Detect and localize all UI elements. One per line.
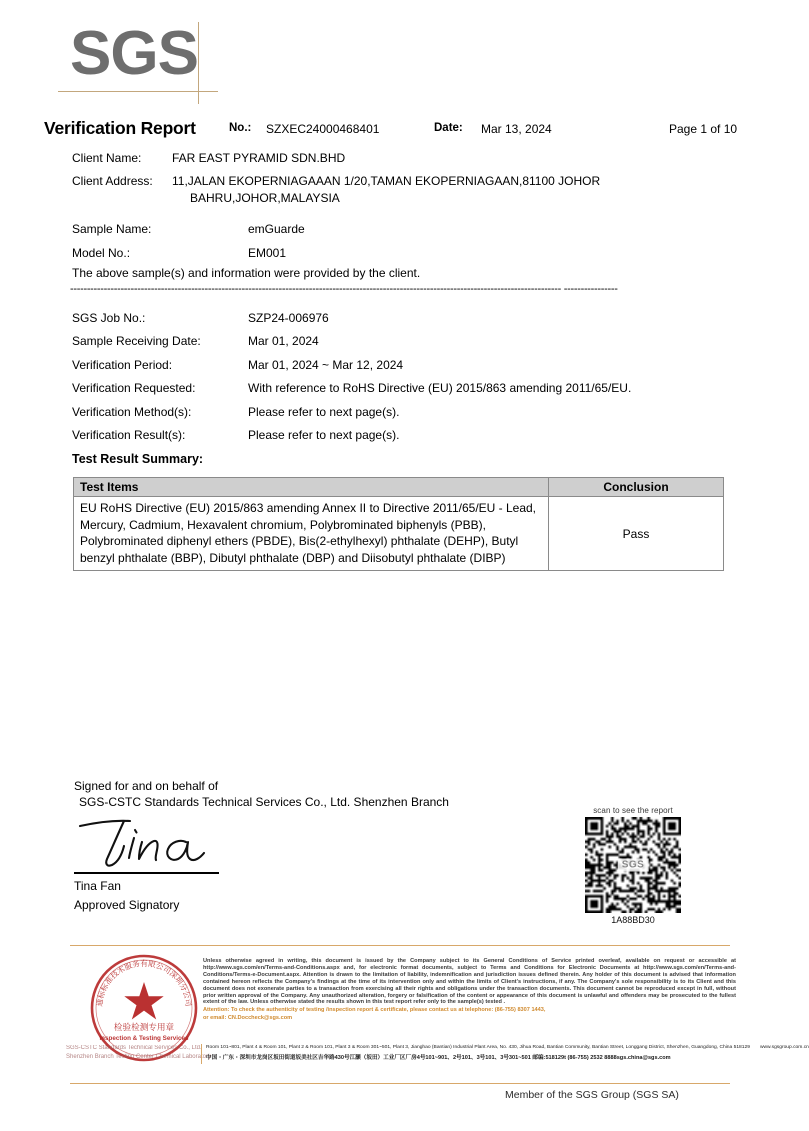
address-line-chinese bbox=[206, 1053, 741, 1064]
report-no-value: SZXEC24000468401 bbox=[266, 122, 380, 136]
report-header-row bbox=[44, 118, 756, 142]
job-row-label: Sample Receiving Date: bbox=[72, 334, 201, 348]
signed-on-behalf-line: Signed for and on behalf of bbox=[74, 779, 219, 793]
client-name-label: Client Name: bbox=[72, 151, 142, 165]
logo-wordmark: SGS bbox=[70, 19, 198, 88]
legal-disclaimer-block bbox=[203, 958, 736, 1022]
model-no-label: Model No.: bbox=[72, 246, 131, 260]
client-address-label: Client Address: bbox=[72, 174, 153, 188]
qr-center-logo: SGS bbox=[618, 859, 649, 872]
report-date-label: Date: bbox=[434, 122, 463, 134]
sample-name-value: emGuarde bbox=[248, 222, 305, 236]
sample-provided-note: The above sample(s) and information were provided by the client. bbox=[72, 266, 421, 280]
job-row-value: Please refer to next page(s). bbox=[248, 405, 400, 419]
client-address-line-2: BAHRU,JOHOR,MALAYSIA bbox=[190, 191, 340, 205]
job-row-value: With reference to RoHS Directive (EU) 2015/863 amending 2011/65/EU. bbox=[248, 381, 632, 395]
logo-horizontal-rule-icon bbox=[58, 91, 218, 92]
page-title: Verification Report bbox=[44, 118, 196, 138]
page-indicator: Page 1 of 10 bbox=[669, 122, 738, 136]
table-header-row bbox=[74, 478, 724, 497]
sgs-logo bbox=[70, 19, 330, 112]
signatory-name: Tina Fan bbox=[74, 879, 121, 893]
column-header-test-items: Test Items bbox=[74, 478, 549, 497]
job-row-value: Mar 01, 2024 bbox=[248, 334, 319, 348]
report-no-label: No.: bbox=[229, 122, 252, 134]
cell-test-items: EU RoHS Directive (EU) 2015/863 amending Annex II to Directive 2011/65/EU - Lead, Mercury, Cadmium, Hexavalent chromium, Polybrominated biphenyls (PBB), Polybrominated diphenyl ethers (PBDE), Bis(2-ethylhexyl) phthalate (DEHP), Butyl benzyl phthalate (BBP), Dibutyl phthalate (DBP) and Diisobutyl phthalate (DIBP) bbox=[74, 497, 549, 571]
job-row-value: SZP24-006976 bbox=[248, 311, 329, 325]
qr-caption: scan to see the report bbox=[593, 806, 673, 815]
job-row-value: Mar 01, 2024 ~ Mar 12, 2024 bbox=[248, 358, 404, 372]
svg-text:Inspection & Testing Services: Inspection & Testing Services bbox=[99, 1035, 189, 1042]
model-no-value: EM001 bbox=[248, 246, 287, 260]
cell-conclusion: Pass bbox=[549, 497, 724, 571]
test-result-summary-table bbox=[73, 477, 724, 571]
address-website: www.sgsgroup.com.cn bbox=[759, 1045, 809, 1050]
job-row-label: SGS Job No.: bbox=[72, 311, 146, 325]
handwritten-signature bbox=[74, 814, 274, 872]
qr-code-id: 1A88BD30 bbox=[611, 915, 655, 925]
summary-heading: Test Result Summary: bbox=[72, 452, 204, 466]
footer-bottom-rule bbox=[70, 1083, 730, 1084]
signatory-role: Approved Signatory bbox=[74, 898, 180, 912]
stamp-subtitle-line-1: SGS-CSTC Standards Technical Services Co., Ltd. bbox=[66, 1045, 202, 1051]
job-row-label: Verification Requested: bbox=[72, 381, 196, 395]
report-date-value: Mar 13, 2024 bbox=[481, 122, 552, 136]
address-email: sgs.china@sgs.com bbox=[616, 1054, 671, 1061]
table-row bbox=[74, 497, 724, 571]
office-address-block bbox=[201, 1044, 809, 1064]
address-telephone: t (86-755) 2532 8888 bbox=[564, 1054, 617, 1061]
qr-code-block bbox=[578, 806, 688, 925]
section-divider: -------------------------------------------------------------------------------------------------------------------------------------------------- ---------------- bbox=[70, 283, 618, 295]
column-header-conclusion: Conclusion bbox=[549, 478, 724, 497]
job-row-label: Verification Period: bbox=[72, 358, 173, 372]
legal-disclaimer-text: Unless otherwise agreed in writing, this document is issued by the Company subject to its General Conditions of Service printed overleaf, available on request or accessible at http://www.sgs.com/en/Terms-and-Conditions.aspx and, for electronic format documents, subject to Terms and Conditions for Electronic Documents at http://www.sgs.com/en/Terms-and-Conditions/Terms-e-Document.aspx. Attention is drawn to the limitation of liability, indemnification and jurisdiction issues defined therein. Any holder of this document is advised that information contained hereon reflects the Company's findings at the time of its intervention only and within the limits of Client's instructions, if any. The Company's sole responsibility is to its Client and this document does not exonerate parties to a transaction from exercising all their rights and obligations under the transaction documents. This document cannot be reproduced except in full, without prior written approval of the Company. Any unauthorized alteration, forgery or falsification of the content or appearance of this document is unlawful and offenders may be prosecuted to the fullest extent of the law. Unless otherwise stated the results shown in this test report refer only to the sample(s) tested . bbox=[203, 958, 736, 1006]
client-name-value: FAR EAST PYRAMID SDN.BHD bbox=[172, 151, 346, 165]
signature-rule bbox=[74, 872, 219, 874]
signature-block bbox=[74, 778, 524, 915]
address-english-text: Room 101~801, Plant 4 & Room 101, Plant 2 & Room 101, Plant 3 & Room 301~501, Plant 3, Jianghao (Bantian) Industrial Plant Area, No. 430, Jihua Road, Bantian Community, Bantian Street, Longgang District, Shenzhen, Guangdong, China 518129 bbox=[206, 1045, 750, 1050]
qr-code-image[interactable] bbox=[585, 817, 681, 913]
stamp-subtitle-line-2: Shenzhen Branch Testing Center Chemical Laboratory bbox=[66, 1054, 211, 1060]
sample-name-label: Sample Name: bbox=[72, 222, 152, 236]
address-line-english bbox=[206, 1044, 809, 1053]
signing-entity-line: SGS-CSTC Standards Technical Services Co., Ltd. Shenzhen Branch bbox=[79, 795, 449, 809]
address-chinese-text: 中国・广东・深圳市龙岗区坂田街道坂美社区吉华路430号江灏（坂田）工业厂区厂房4号101~901、2号101、3号101、3号301~501 邮编:518129 bbox=[206, 1054, 565, 1061]
job-row-label: Verification Method(s): bbox=[72, 405, 192, 419]
client-address-line-1: 11,JALAN EKOPERNIAGAAAN 1/20,TAMAN EKOPERNIAGAAN,81100 JOHOR bbox=[172, 174, 601, 188]
job-row-value: Please refer to next page(s). bbox=[248, 428, 400, 442]
attention-line-1: Attention: To check the authenticity of testing /inspection report & certificate, please contact us at telephone: (86-755) 8307 1443, bbox=[203, 1007, 546, 1014]
attention-line-2: or email: CN.Doccheck@sgs.com bbox=[203, 1015, 293, 1022]
footer-top-rule bbox=[70, 945, 730, 946]
svg-text:通标标准技术服务有限公司深圳分公司: 通标标准技术服务有限公司深圳分公司 bbox=[94, 959, 194, 1007]
sgs-group-member-line: Member of the SGS Group (SGS SA) bbox=[505, 1089, 679, 1101]
job-row-label: Verification Result(s): bbox=[72, 428, 186, 442]
svg-text:检验检测专用章: 检验检测专用章 bbox=[113, 1023, 175, 1033]
